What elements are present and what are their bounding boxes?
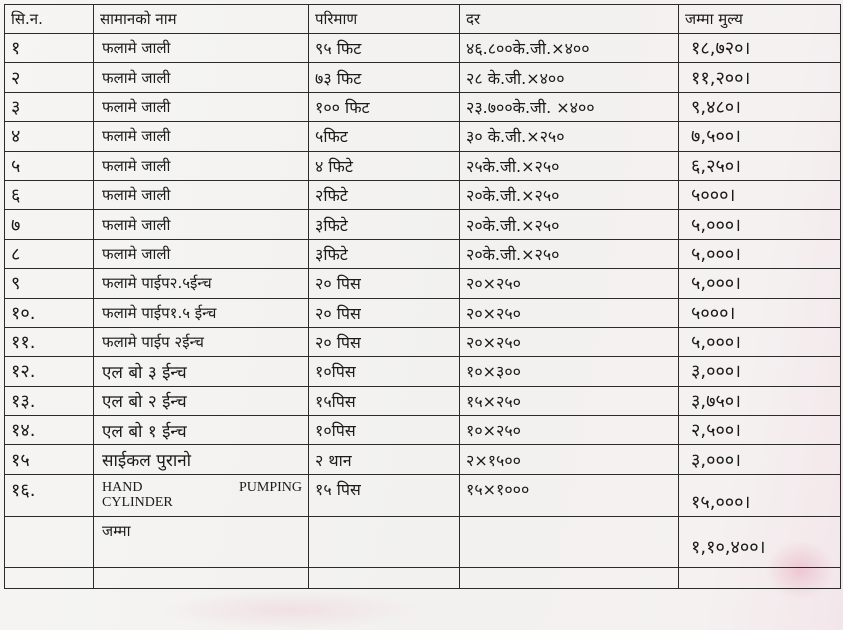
table-row <box>5 474 841 516</box>
row-amount: ३,७५०। <box>679 386 841 415</box>
row-rate: १५×१००० <box>460 474 679 516</box>
row-sn: १ <box>5 34 94 63</box>
row-sn: २ <box>5 63 94 92</box>
row-quantity: ३फिटे <box>309 210 460 239</box>
total-rate-empty <box>460 516 679 567</box>
row-rate: २०×२५० <box>460 327 679 356</box>
total-label: जम्मा <box>94 516 309 567</box>
table-row <box>5 122 841 151</box>
row-quantity: २ थान <box>309 445 460 474</box>
row-sn: ५ <box>5 151 94 180</box>
row-item-word-hand: HAND <box>102 480 143 496</box>
row-amount: ५,०००। <box>679 210 841 239</box>
row-amount: १८,७२०। <box>679 34 841 63</box>
table-row <box>5 34 841 63</box>
row-sn: १६. <box>5 474 94 516</box>
row-amount: ७,५००। <box>679 122 841 151</box>
row-quantity: २० पिस <box>309 269 460 298</box>
row-item: फलामे पाईप१.५ ईन्च <box>94 298 309 327</box>
row-quantity: ३फिटे <box>309 239 460 268</box>
total-amount: १,१०,४००। <box>679 516 841 567</box>
header-item: सामानको नाम <box>94 5 309 34</box>
table-row <box>5 269 841 298</box>
row-quantity: ७३ फिट <box>309 63 460 92</box>
total-sn-empty <box>5 516 94 567</box>
row-item: फलामे जाली <box>94 210 309 239</box>
table-row <box>5 416 841 445</box>
row-sn: ८ <box>5 239 94 268</box>
row-rate: २८ के.जी.×४०० <box>460 63 679 92</box>
total-row <box>5 516 841 567</box>
row-rate: २०×२५० <box>460 298 679 327</box>
table-row <box>5 92 841 121</box>
row-item: फलामे जाली <box>94 122 309 151</box>
table-row <box>5 239 841 268</box>
row-rate: ३० के.जी.×२५० <box>460 122 679 151</box>
table-row <box>5 445 841 474</box>
row-quantity: २० पिस <box>309 327 460 356</box>
row-item-word-pumping: PUMPING <box>238 480 302 496</box>
row-amount: ९,४८०। <box>679 92 841 121</box>
row-sn: १४. <box>5 416 94 445</box>
row-item-line1 <box>102 480 302 495</box>
items-table <box>4 4 841 589</box>
table-row <box>5 327 841 356</box>
row-sn: १२. <box>5 357 94 386</box>
header-row <box>5 5 841 34</box>
row-rate: १५×२५० <box>460 386 679 415</box>
blank-cell <box>94 567 309 588</box>
row-rate: २०के.जी.×२५० <box>460 239 679 268</box>
row-rate: २×१५०० <box>460 445 679 474</box>
row-item: साईकल पुरानो <box>94 445 309 474</box>
blank-cell <box>460 567 679 588</box>
header-amount: जम्मा मुल्य <box>679 5 841 34</box>
row-rate: १०×३०० <box>460 357 679 386</box>
row-sn: ३ <box>5 92 94 121</box>
row-rate: २०×२५० <box>460 269 679 298</box>
row-amount: ६,२५०। <box>679 151 841 180</box>
row-item: फलामे जाली <box>94 151 309 180</box>
row-quantity: २० पिस <box>309 298 460 327</box>
row-item: फलामे जाली <box>94 34 309 63</box>
row-rate: २५के.जी.×२५० <box>460 151 679 180</box>
blank-row <box>5 567 841 588</box>
row-rate: १०×२५० <box>460 416 679 445</box>
header-quantity: परिमाण <box>309 5 460 34</box>
row-quantity: ४ फिटे <box>309 151 460 180</box>
row-sn: ४ <box>5 122 94 151</box>
row-sn: ९ <box>5 269 94 298</box>
row-item-line2: CYLINDER <box>102 495 173 511</box>
table-row <box>5 298 841 327</box>
row-sn: १५ <box>5 445 94 474</box>
row-item: फलामे जाली <box>94 239 309 268</box>
blank-cell <box>309 567 460 588</box>
row-amount: १५,०००। <box>679 474 841 516</box>
row-amount: ५,०००। <box>679 327 841 356</box>
row-quantity: १०पिस <box>309 416 460 445</box>
row-quantity: २फिटे <box>309 180 460 209</box>
row-amount: ३,०००। <box>679 445 841 474</box>
total-quantity-empty <box>309 516 460 567</box>
table-row <box>5 357 841 386</box>
header-sn: सि.न. <box>5 5 94 34</box>
row-amount: २,५००। <box>679 416 841 445</box>
row-amount: ५,०००। <box>679 269 841 298</box>
table-row <box>5 63 841 92</box>
row-rate: २०के.जी.×२५० <box>460 180 679 209</box>
row-rate: २०के.जी.×२५० <box>460 210 679 239</box>
row-quantity: १५ पिस <box>309 474 460 516</box>
row-sn: ७ <box>5 210 94 239</box>
blank-cell <box>679 567 841 588</box>
row-amount: ५०००। <box>679 180 841 209</box>
row-item: फलामे पाईप २ईन्च <box>94 327 309 356</box>
table-row <box>5 151 841 180</box>
row-item: एल बो २ ईन्च <box>94 386 309 415</box>
table-row <box>5 210 841 239</box>
table-row <box>5 386 841 415</box>
row-amount: ३,०००। <box>679 357 841 386</box>
table-row <box>5 180 841 209</box>
pink-stain-bottom <box>160 590 420 630</box>
row-item: एल बो ३ ईन्च <box>94 357 309 386</box>
row-amount: ११,२००। <box>679 63 841 92</box>
row-amount: ५,०००। <box>679 239 841 268</box>
header-rate: दर <box>460 5 679 34</box>
row-item: एल बो १ ईन्च <box>94 416 309 445</box>
row-sn: ११. <box>5 327 94 356</box>
row-sn: १०. <box>5 298 94 327</box>
row-amount: ५०००। <box>679 298 841 327</box>
row-item: फलामे जाली <box>94 180 309 209</box>
row-item <box>94 474 309 516</box>
row-item: फलामे पाईप२.५ईन्च <box>94 269 309 298</box>
row-quantity: १५पिस <box>309 386 460 415</box>
row-quantity: १०पिस <box>309 357 460 386</box>
row-item: फलामे जाली <box>94 92 309 121</box>
row-quantity: १०० फिट <box>309 92 460 121</box>
row-rate: ४६.८००के.जी.×४०० <box>460 34 679 63</box>
row-item: फलामे जाली <box>94 63 309 92</box>
row-sn: ६ <box>5 180 94 209</box>
row-sn: १३. <box>5 386 94 415</box>
row-quantity: ९५ फिट <box>309 34 460 63</box>
row-rate: २३.७००के.जी. ×४०० <box>460 92 679 121</box>
row-quantity: ५फिट <box>309 122 460 151</box>
blank-cell <box>5 567 94 588</box>
